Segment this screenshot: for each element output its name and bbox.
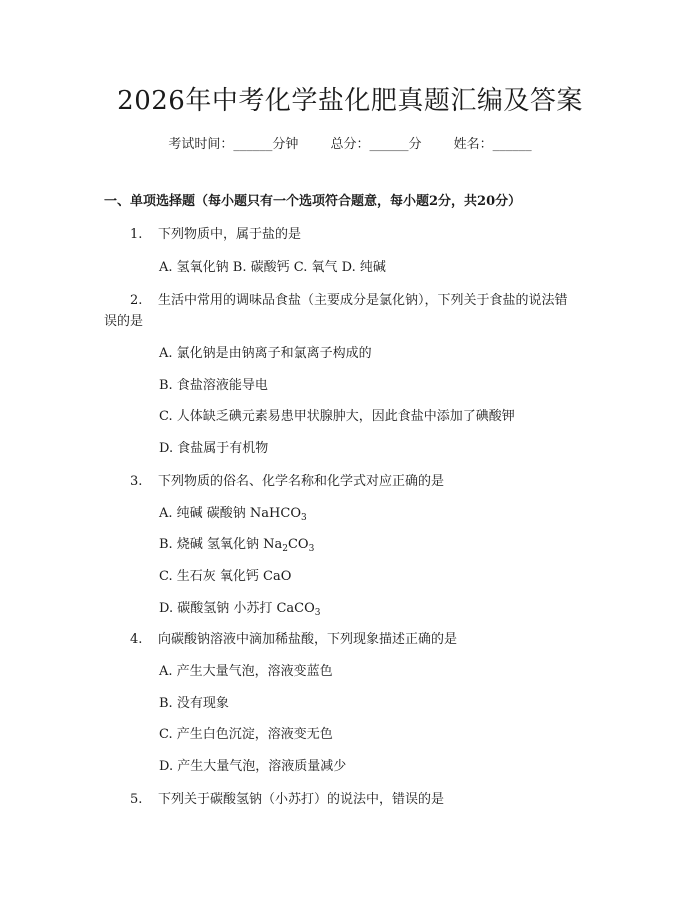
option-text: B. 烧碱 氢氧化钠 Na: [159, 537, 283, 552]
question-2: [130, 289, 568, 308]
question-4: [130, 628, 457, 647]
question-text: 下列物质中，属于盐的是: [158, 227, 302, 242]
question-text: 下列物质的俗名、化学名称和化学式对应正确的是: [158, 474, 445, 489]
question-1-options: A. 氢氧化钠 B. 碳酸钙 C. 氧气 D. 纯碱: [159, 260, 386, 275]
question-number: 3.: [130, 474, 143, 489]
exam-time: 考试时间：______分钟: [168, 137, 299, 152]
question-number: 5.: [130, 792, 143, 807]
option-b: [159, 533, 314, 552]
option-a: [159, 502, 307, 521]
option-text: A. 纯碱 碳酸钠 NaHCO: [159, 506, 301, 521]
question-5: [130, 788, 444, 807]
student-name: 姓名：______: [453, 137, 532, 152]
exam-meta: [0, 133, 700, 152]
question-number: 2.: [130, 293, 143, 308]
option-c: C. 生石灰 氧化钙 CaO: [159, 569, 292, 584]
subscript: 3: [308, 544, 315, 554]
option-text: D. 碳酸氢钠 小苏打 CaCO: [159, 601, 315, 616]
question-text: 下列关于碳酸氢钠（小苏打）的说法中，错误的是: [158, 792, 445, 807]
exam-score: 总分：______分: [330, 137, 422, 152]
subscript: 3: [314, 608, 321, 618]
option-d: D. 产生大量气泡，溶液质量减少: [159, 759, 347, 774]
subscript: 3: [301, 513, 307, 523]
option-a: A. 氯化钠是由钠离子和氯离子构成的: [159, 346, 372, 361]
question-2-continuation: 误的是: [104, 314, 144, 329]
question-number: 4.: [130, 632, 143, 647]
option-b: B. 没有现象: [159, 696, 229, 711]
option-c: C. 人体缺乏碘元素易患甲状腺肿大，因此食盐中添加了碘酸钾: [159, 409, 515, 424]
page-title: 2026年中考化学盐化肥真题汇编及答案: [117, 86, 583, 116]
option-text: CO: [287, 537, 309, 552]
question-number: 1.: [130, 227, 143, 242]
option-b: B. 食盐溶液能导电: [159, 378, 268, 393]
question-text: 生活中常用的调味品食盐（主要成分是氯化钠），下列关于食盐的说法错: [158, 293, 568, 308]
option-c: C. 产生白色沉淀，溶液变无色: [159, 727, 333, 742]
option-a: A. 产生大量气泡，溶液变蓝色: [159, 664, 333, 679]
question-3: [130, 470, 444, 489]
question-1: [130, 223, 301, 242]
question-text: 向碳酸钠溶液中滴加稀盐酸，下列现象描述正确的是: [158, 632, 458, 647]
section-heading: 一、单项选择题（每小题只有一个选项符合题意，每小题2分，共20分）: [104, 194, 522, 209]
option-d: [159, 597, 321, 616]
option-d: D. 食盐属于有机物: [159, 441, 269, 456]
subscript: 2: [282, 544, 288, 554]
